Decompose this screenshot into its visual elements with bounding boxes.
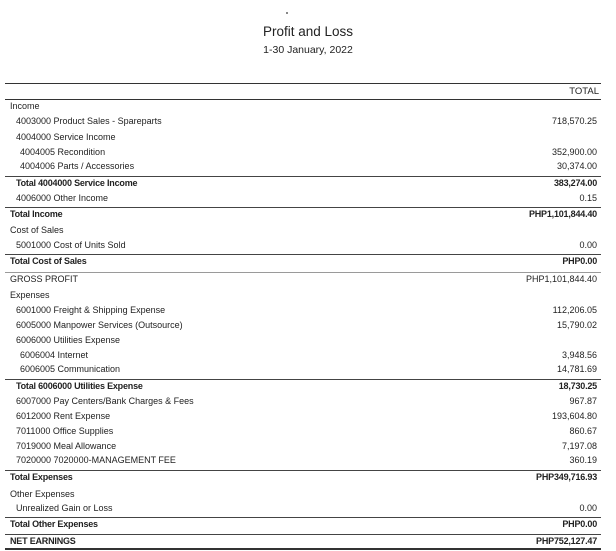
report-row [5, 470, 601, 484]
row-label: 4004005 Recondition [20, 147, 106, 157]
row-label: Total 4004000 Service Income [16, 178, 138, 188]
report-row [5, 131, 601, 144]
report-row [5, 379, 601, 393]
report-row [5, 425, 601, 438]
row-amount: 0.00 [579, 240, 597, 250]
row-amount: 860.67 [569, 426, 597, 436]
row-label: Cost of Sales [10, 225, 64, 235]
row-amount: 30,374.00 [556, 161, 597, 171]
row-label: GROSS PROFIT [10, 274, 79, 284]
header-dot [286, 12, 288, 14]
row-amount: 352,900.00 [551, 147, 597, 157]
row-amount: PHP752,127.47 [536, 536, 597, 546]
report-row [5, 224, 601, 237]
report-row [5, 440, 601, 453]
row-amount: 383,274.00 [553, 178, 597, 188]
report-row [5, 334, 601, 347]
row-label: Total Cost of Sales [10, 256, 87, 266]
row-label: Other Expenses [10, 489, 75, 499]
row-label: Total Income [10, 209, 63, 219]
row-amount: 967.87 [569, 396, 597, 406]
report-row [5, 272, 601, 286]
row-label: Unrealized Gain or Loss [16, 503, 113, 513]
report-row [5, 146, 601, 159]
row-label: NET EARNINGS [10, 536, 76, 546]
report-row [5, 115, 601, 128]
row-label: 6006000 Utilities Expense [16, 335, 121, 345]
column-header-total: TOTAL [569, 86, 599, 97]
row-amount: 14,781.69 [556, 364, 597, 374]
row-label: 6001000 Freight & Shipping Expense [16, 305, 166, 315]
row-amount: 15,790.02 [556, 320, 597, 330]
row-label: Total 6006000 Utilities Expense [16, 381, 143, 391]
header-rule-top [5, 83, 601, 84]
row-label: Total Expenses [10, 472, 73, 482]
report-row [5, 363, 601, 376]
row-label: 6005000 Manpower Services (Outsource) [16, 320, 183, 330]
report-row [5, 395, 601, 408]
row-label: Expenses [10, 290, 50, 300]
report-row [5, 304, 601, 317]
row-label: 7011000 Office Supplies [16, 426, 114, 436]
report-row [5, 100, 601, 113]
report-row [5, 207, 601, 221]
row-label: 6007000 Pay Centers/Bank Charges & Fees [16, 396, 194, 406]
row-amount: 7,197.08 [561, 441, 597, 451]
report-title: Profit and Loss [262, 24, 354, 39]
report-row [5, 488, 601, 501]
row-label: 4004000 Service Income [16, 132, 116, 142]
report-row [5, 192, 601, 205]
row-amount: PHP349,716.93 [536, 472, 597, 482]
row-label: Total Other Expenses [10, 519, 98, 529]
row-label: 6006005 Communication [20, 364, 121, 374]
report-row [5, 517, 601, 531]
report-row [5, 454, 601, 467]
report-row [5, 176, 601, 190]
report-row [5, 410, 601, 423]
row-label: 7020000 7020000-MANAGEMENT FEE [16, 455, 176, 465]
row-amount: 0.15 [579, 193, 597, 203]
row-label: 5001000 Cost of Units Sold [16, 240, 126, 250]
row-label: 6006004 Internet [20, 350, 89, 360]
row-label: 6012000 Rent Expense [16, 411, 111, 421]
row-amount: PHP1,101,844.40 [528, 209, 597, 219]
row-amount: 193,604.80 [551, 411, 597, 421]
report-row [5, 254, 601, 268]
row-label: 4003000 Product Sales - Spareparts [16, 116, 162, 126]
row-label: 4006000 Other Income [16, 193, 109, 203]
row-amount: PHP0.00 [562, 519, 597, 529]
row-amount: 0.00 [579, 503, 597, 513]
report-row [5, 239, 601, 252]
report-period: 1-30 January, 2022 [263, 44, 353, 56]
report-row [5, 319, 601, 332]
row-amount: PHP0.00 [562, 256, 597, 266]
report-row [5, 289, 601, 302]
row-amount: 18,730.25 [558, 381, 597, 391]
row-amount: 112,206.05 [552, 305, 597, 315]
row-amount: PHP1,101,844.40 [525, 274, 597, 284]
report-row [5, 534, 601, 550]
row-amount: 360.19 [569, 455, 597, 465]
report-row [5, 160, 601, 173]
row-label: Income [10, 101, 40, 111]
row-amount: 718,570.25 [551, 116, 597, 126]
report-row [5, 349, 601, 362]
report-row [5, 502, 601, 515]
row-amount: 3,948.56 [561, 350, 597, 360]
row-label: 7019000 Meal Allowance [16, 441, 117, 451]
row-label: 4004006 Parts / Accessories [20, 161, 135, 171]
